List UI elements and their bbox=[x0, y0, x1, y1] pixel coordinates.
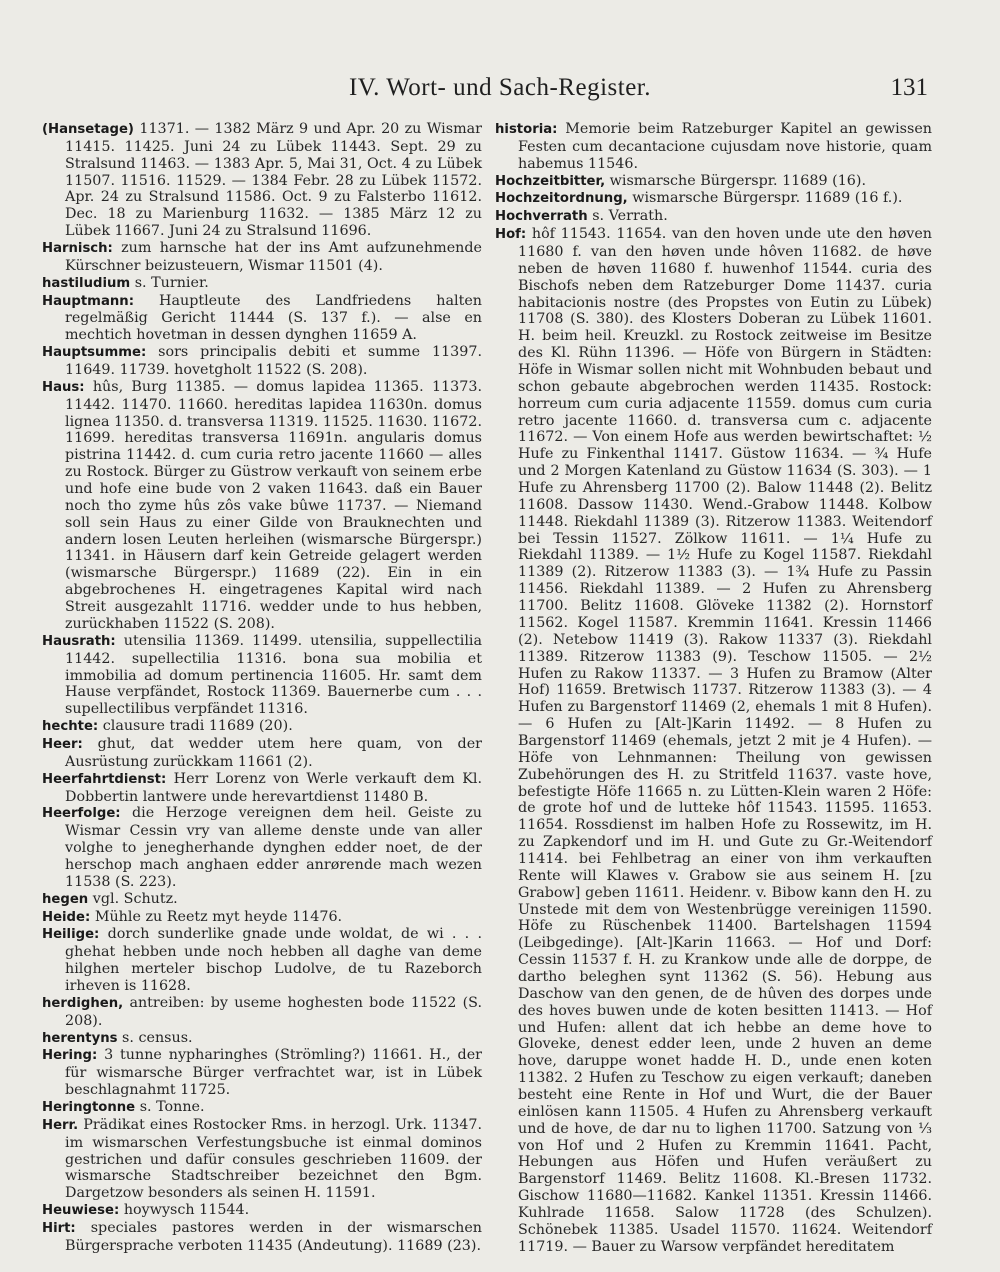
entry-text: 11371. — 1382 März 9 und Apr. 20 zu Wismar 11415. 11425. Juni 24 zu Lübek 11443. Sept. 29 zu Stralsund 11463. — 1383 Apr. 5, Mai 31, Oct. 4 zu Lübek 11507. 11516. 11529. — 1384 Febr. 28 zu Lübek 11572. Apr. 24 zu Stralsund 11586. Oct. 9 zu Falsterbo 11612. Dec. 18 zu Marienburg 11632. — 1385 März 12 zu Lübek 11667. Juni 24 zu Stralsund 11696. bbox=[65, 121, 482, 240]
entry-keyword: Heide: bbox=[42, 909, 91, 925]
index-entry bbox=[42, 275, 482, 293]
entry-text: sors principalis debiti et summe 11397. 11649. 11739. hovetgholt 11522 (S. 208). bbox=[65, 344, 482, 379]
entry-text: Hauptleute des Landfriedens halten regelmäßig Gericht 11444 (S. 137 f.). — alse en mechtich hovetman in dessen dynghen 11659 A. bbox=[65, 292, 482, 344]
entry-keyword: Hochzeitordnung, bbox=[495, 191, 628, 207]
index-entry bbox=[42, 1202, 482, 1220]
entry-keyword: Hochverrath bbox=[495, 209, 588, 225]
entry-keyword: Hirt: bbox=[42, 1221, 76, 1236]
entry-text: 3 tunne nypharinghes (Strömling?) 11661. H., der für wismarsche Bürger verfrachtet war, ist in Lübek beschlagnahmt 11725. bbox=[65, 1047, 482, 1099]
entry-text: Mühle zu Reetz myt heyde 11476. bbox=[94, 908, 343, 925]
index-entry bbox=[42, 1220, 482, 1255]
index-entry bbox=[42, 909, 482, 927]
entry-text: hoywysch 11544. bbox=[123, 1202, 250, 1219]
index-entry bbox=[42, 1030, 482, 1048]
entry-text: vgl. Schutz. bbox=[92, 890, 178, 907]
entry-keyword: hastiludium bbox=[42, 275, 131, 291]
entry-keyword: hechte: bbox=[42, 719, 99, 735]
entry-text: Prädikat eines Rostocker Rms. in herzogl. Urk. 11347. im wismarschen Verfestungsbuche ist einmal dominos gestrichen und dafür consules geschrieben 11609. der wismarsche Stadtschreiber bezeichnet den Bgm. Dargetzow besonders als seinen H. 11591. bbox=[65, 1116, 482, 1202]
index-entry bbox=[495, 208, 932, 226]
entry-text: die Herzoge vereignen dem heil. Geiste zu Wismar Cessin vry van alleme denste unde van aller volghe to jenegherhande dynghen edder noet, de der herschop mach anghaen edder anrørende mach wezen 11538 (S. 223). bbox=[65, 805, 483, 890]
index-entry bbox=[42, 1117, 482, 1202]
entry-text: antreiben: by useme hoghesten bode 11522 (S. 208). bbox=[65, 994, 482, 1029]
index-entry bbox=[42, 995, 482, 1030]
entry-text: Memorie beim Ratzeburger Kapitel an gewissen Festen cum decantacione cujusdam nove historie, quam habemus 11546. bbox=[518, 121, 932, 172]
entry-keyword: Harnisch: bbox=[42, 241, 113, 257]
entry-keyword: Hausrath: bbox=[42, 633, 116, 649]
index-entry bbox=[42, 379, 482, 633]
index-entry bbox=[42, 926, 482, 994]
entry-keyword: Hochzeitbitter, bbox=[495, 173, 606, 189]
entry-text: utensilia 11369. 11499. utensilia, suppellectilia 11442. supellectilia 11316. bona sua mobilia et immobilia ad domum pertinencia 11605. Hr. samt dem Hause verpfändet, Rostock 11369. Bauernerbe cum . . . supellectilibus verpfändet 11316. bbox=[65, 632, 482, 718]
entry-keyword: Heuwiese: bbox=[42, 1203, 120, 1219]
index-entry bbox=[42, 771, 482, 806]
entry-keyword: Hof: bbox=[495, 227, 527, 243]
entry-text: hûs, Burg 11385. — domus lapidea 11365. 11373. 11442. 11470. 11660. hereditas lapidea 11630n. domus lignea 11350. d. transversa 11319. 11525. 11630. 11672. 11699. hereditas transversa 11691n. angularis domus pistrina 11442. d. cum curia retro jacente 11660 — alles zu Rostock. Bürger zu Güstrow verkauft von seinem erbe und hofe eine bude von 2 vaken 11643. daß ein Bauer noch tho zyme hûs zôs vake bûwe 11737. — Niemand soll sein Haus zu einer Gilde von Brauknechten und andern losen Leuten herleihen (wismarsche Bürgerspr.) 11341. in Häusern darf kein Getreide gelagert werden (wismarsche Bürgerspr.) 11689 (22). Ein in ein abgebrochenes H. eingetragenes Kapital wird nach Streit ausgezahlt 11716. wedder unde to hus hebben, zurückhaben 11522 (S. 208). bbox=[65, 378, 483, 632]
index-entry bbox=[42, 344, 482, 379]
index-entry bbox=[42, 718, 482, 736]
index-entry bbox=[42, 736, 482, 771]
entry-keyword: Heringtonne bbox=[42, 1099, 136, 1115]
entry-keyword: Heilige: bbox=[42, 927, 100, 943]
entry-keyword: Heerfahrtdienst: bbox=[42, 771, 167, 787]
entry-keyword: Hauptmann: bbox=[42, 293, 134, 309]
index-entry bbox=[495, 226, 932, 1255]
entry-text: Herr Lorenz von Werle verkauft dem Kl. Dobbertin lantwere unde herevartdienst 11480 B. bbox=[65, 770, 482, 805]
index-entry bbox=[42, 293, 482, 345]
entry-keyword: Herr. bbox=[42, 1117, 79, 1133]
page-number: 131 bbox=[890, 74, 928, 101]
index-entry bbox=[42, 1099, 482, 1117]
index-entry bbox=[495, 190, 932, 208]
index-entry bbox=[42, 805, 482, 890]
entry-keyword: Heerfolge: bbox=[42, 806, 121, 822]
entry-keyword: Hering: bbox=[42, 1048, 98, 1064]
entry-text: wismarsche Bürgerspr. 11689 (16 f.). bbox=[632, 190, 903, 207]
running-header-title: IV. Wort- und Sach-Register. bbox=[348, 74, 651, 101]
entry-keyword: Haus: bbox=[42, 379, 85, 395]
entry-keyword: historia: bbox=[495, 122, 558, 137]
entry-text: s. Tonne. bbox=[139, 1098, 205, 1115]
entry-keyword: herdighen, bbox=[42, 995, 124, 1011]
index-entry bbox=[42, 240, 482, 275]
entry-text: s. census. bbox=[122, 1029, 193, 1046]
entry-keyword: hegen bbox=[42, 891, 89, 907]
entry-text: s. Turnier. bbox=[134, 274, 209, 291]
entry-text: hôf 11543. 11654. van den hoven unde ute den høven 11680 f. van den høven unde hôven 11682. de høve neben de høven 11680 f. huwenhof 11544. curia des Bischofs neben dem Ratzeburger Dome 11437. curia habitacionis nostre (des Propstes von Eutin zu Lübek) 11708 (S. 380). des Klosters Doberan zu Lübek 11601. H. beim heil. Kreuzkl. zu Rostock zeitweise im Besitze des Kl. Rühn 11396. — Höfe von Bürgern in Städten: Höfe in Wismar sollen nicht mit Wohnbuden bebaut und schon gebaute abgebrochen werden 11435. Rostock: horreum cum curia adjacente 11559. domus cum curia retro jacente 11660. d. transversa cum c. adjacente 11672. — Von einem Hofe aus werden bewirtschaftet: ½ Hufe zu Finkenthal 11417. Güstow 11634. — ¾ Hufe und 2 Morgen Katenland zu Güstow 11634 (S. 303). — 1 Hufe zu Ahrensberg 11700 (2). Balow 11448 (2). Belitz 11608. Dassow 11430. Wend.-Grabow 11448. Kolbow 11448. Riekdahl 11389 (3). Ritzerow 11383. Weitendorf bei Tessin 11527. Zölkow 11611. — 1¼ Hufe zu Riekdahl 11389. — 1½ Hufe zu Kogel 11587. Riekdahl 11389 (2). Ritzerow 11383 (3). — 1¾ Hufe zu Passin 11456. Riekdahl 11389. — 2 Hufen zu Ahrensberg 11700. Belitz 11608. Glöveke 11382 (2). Hornstorf 11562. Kogel 11587. Kremmin 11641. Kressin 11466 (2). Netebow 11419 (3). Rakow 11337 (3). Riekdahl 11389. Ritzerow 11383 (9). Teschow 11505. — 2½ Hufen zu Rakow 11337. — 3 Hufen zu Bramow (Alter Hof) 11659. Bretwisch 11737. Ritzerow 11383 (3). — 4 Hufen zu Bargenstorf 11469 (2, ehemals 1 mit 8 Hufen). — 6 Hufen zu [Alt-]Karin 11492. — 8 Hufen zu Bargenstorf 11469 (ehemals, jetzt 2 mit je 4 Hufen). — Höfe von Lehnmannen: Theilung von gewissen Zubehörungen des H. zu Stritfeld 11637. vaste hove, befestigte Höfe 11665 n. zu Lütten-Klein waren 2 Höfe: de grote hof und de lutteke hôf 11543. 11595. 11653. 11654. Rossdienst im halben Hofe zu Rossewitz, im H. zu Zapkendorf und im H. und Gute zu Gr.-Weitendorf 11414. bei Fehlbetrag an einer von ihm verkauften Rente will Klawes v. Grabow sie aus seinem H. [zu Grabow] geben 11611. Heidenr. v. Bibow kann den H. zu Unstede mit dem von Westenbrügge vereinigen 11590. Höfe zu Rüschenbek 11400. Bartelshagen 11594 (Leibgedinge). [Alt-]Karin 11663. — Hof und Dorf: Cessin 11537 f. H. zu Krankow unde alle de dorppe, de dartho beleghen synt 11362 (S. 56). Hebung aus Daschow van den genen, de de hûven des dorpes unde des hoves buwen unde de koten besitten 11413. — Hof und Hufen: allent dat ich hebbe an deme hove to Gloveke, denest edder leen, unde 2 huven an deme hove, daruppe wonet hadde H. D., unde enen koten 11382. 2 Hufen zu Teschow zu eigen verkauft; daneben besteht eine Rente in Hof und Wurt, die der Bauer einlösen kann 11505. 4 Hufen zu Ahrensberg verkauft und de hove, de dar nu to lighen 11700. Satzung von ⅓ von Hof und 2 Hufen zu Kremmin 11641. Pacht, Hebungen aus Höfen und Hufen veräußert zu Bargenstorf 11469. Belitz 11608. Kl.-Bresen 11732. Gischow 11680—11682. Kankel 11351. Kressin 11466. Kuhlrade 11658. Salow 11728 (des Schulzen). Schönebek 11385. Usadel 11570. 11624. Weitendorf 11719. — Bauer zu Warsow verpfändet hereditatem bbox=[518, 226, 932, 1255]
entry-text: wismarsche Bürgerspr. 11689 (16). bbox=[609, 172, 867, 189]
entry-text: s. Verrath. bbox=[592, 208, 668, 225]
entry-keyword: herentyns bbox=[42, 1030, 118, 1046]
left-column bbox=[42, 121, 482, 1255]
index-entry bbox=[42, 891, 482, 909]
index-entry bbox=[42, 1047, 482, 1099]
right-column bbox=[495, 121, 932, 1256]
entry-text: dorch sunderlike gnade unde woldat, de wi . . . ghehat hebben unde noch hebben all daghe van deme hilghen merteler bischop Ludolve, de tu Razeborch irheven is 11628. bbox=[65, 926, 482, 994]
entry-text: clausure tradi 11689 (20). bbox=[102, 718, 293, 735]
entry-text: speciales pastores werden in der wismarschen Bürgersprache verboten 11435 (Andeutung). 11689 (23). bbox=[65, 1220, 482, 1254]
index-entry bbox=[495, 173, 932, 191]
entry-text: ghut, dat wedder utem here quam, von der Ausrüstung zurückkam 11661 (2). bbox=[65, 735, 482, 770]
entry-text: zum harnsche hat der ins Amt aufzunehmende Kürschner beizusteuern, Wismar 11501 (4). bbox=[65, 240, 483, 274]
entry-keyword: Hauptsumme: bbox=[42, 345, 147, 361]
entry-keyword: (Hansetage) bbox=[42, 122, 134, 137]
entry-keyword: Heer: bbox=[42, 736, 83, 752]
index-entry bbox=[42, 121, 482, 240]
index-entry bbox=[42, 633, 482, 718]
index-entry bbox=[495, 121, 932, 173]
